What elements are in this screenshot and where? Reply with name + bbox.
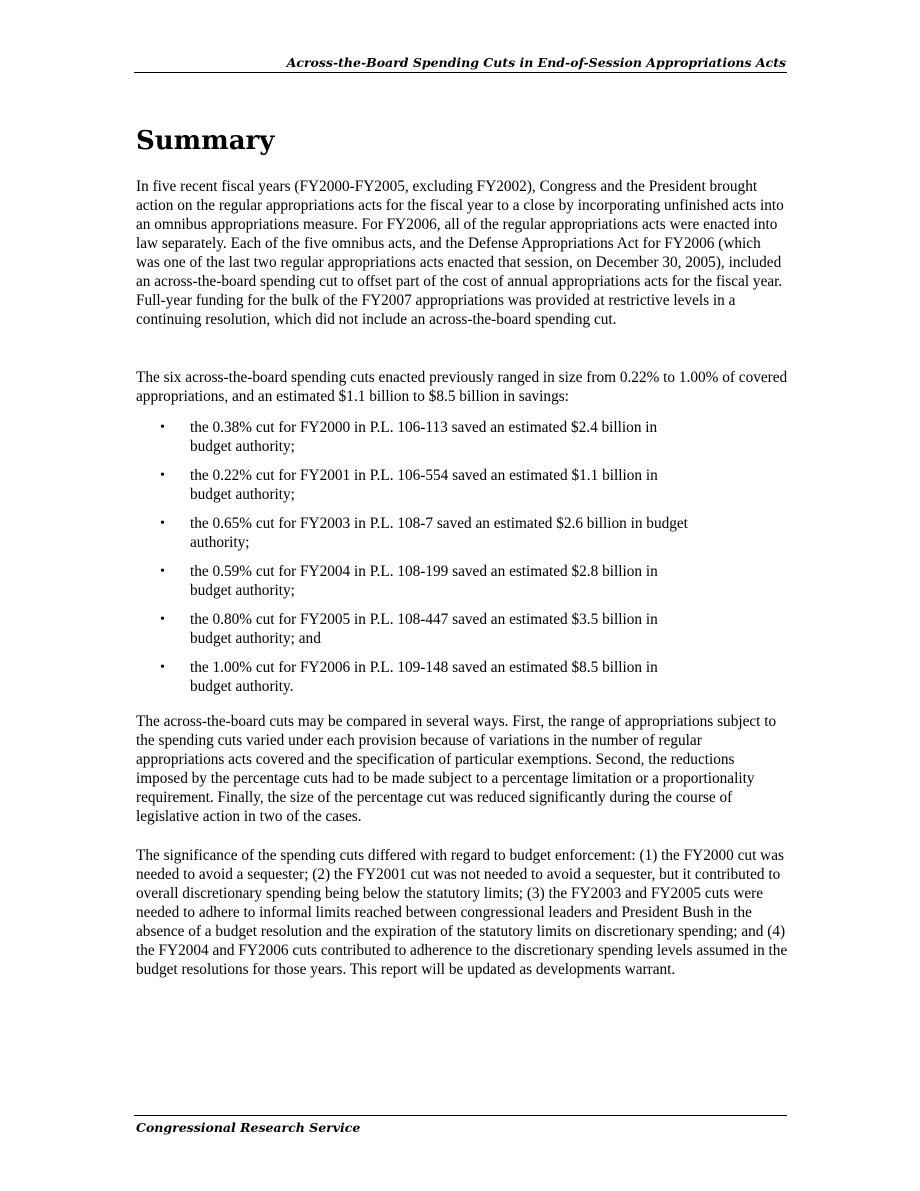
list-item	[136, 562, 736, 610]
list-item	[136, 418, 736, 466]
footer-rule	[134, 1115, 787, 1116]
list-item-line-1: the 0.22% cut for FY2001 in P.L. 106-554 saved an estimated $1.1 billion in	[190, 467, 658, 484]
list-item	[136, 514, 736, 562]
bullet-icon: •	[160, 612, 165, 627]
list-item-line-1: the 0.80% cut for FY2005 in P.L. 108-447 saved an estimated $3.5 billion in	[190, 611, 658, 628]
list-item-line-1: the 0.38% cut for FY2000 in P.L. 106-113 saved an estimated $2.4 billion in	[190, 419, 658, 436]
summary-paragraph-3: The across-the-board cuts may be compared in several ways. First, the range of appropriations subject to the spending cuts varied under each provision because of variations in the number of regular appropriations acts covered and the specification of particular exemptions. Second, the reductions imposed by the percentage cuts had to be made subject to a percentage limitation or a proportionality requirement. Finally, the size of the percentage cut was reduced significantly during the course of legislative action in two of the cases.	[136, 713, 777, 825]
list-item-line-2: budget authority;	[190, 438, 295, 455]
summary-paragraph-1: In five recent fiscal years (FY2000-FY2005, excluding FY2002), Congress and the President brought action on the regular appropriations acts for the fiscal year to a close by incorporating unfinished acts into an omnibus appropriations measure. For FY2006, all of the regular appropriations acts were enacted into law separately. Each of the five omnibus acts, and the Defense Appropriations Act for FY2006 (which was one of the last two regular appropriations acts enacted that session, on December 30, 2005), included an across-the-board spending cut to offset part of the cost of annual appropriations acts for the fiscal year. Full-year funding for the bulk of the FY2007 appropriations was provided at restrictive levels in a continuing resolution, which did not include an across-the-board spending cut.	[136, 178, 784, 328]
list-item	[136, 610, 736, 658]
list-item-line-2: authority;	[190, 534, 250, 551]
spending-cuts-list	[136, 418, 736, 706]
bullet-icon: •	[160, 516, 165, 531]
list-item	[136, 466, 736, 514]
list-item-line-2: budget authority;	[190, 486, 295, 503]
list-item-line-2: budget authority.	[190, 678, 294, 695]
list-item-line-2: budget authority;	[190, 582, 295, 599]
footer-organization: Congressional Research Service	[136, 1120, 361, 1135]
bullet-icon: •	[160, 660, 165, 675]
list-item-line-1: the 0.59% cut for FY2004 in P.L. 108-199 saved an estimated $2.8 billion in	[190, 563, 658, 580]
summary-paragraph-4: The significance of the spending cuts differed with regard to budget enforcement: (1) the FY2000 cut was needed to avoid a sequester; (2) the FY2001 cut was not needed to avoid a sequester, but it contributed to overall discretionary spending being below the statutory limits; (3) the FY2003 and FY2005 cuts were needed to adhere to informal limits reached between congressional leaders and President Bush in the absence of a budget resolution and the expiration of the statutory limits on discretionary spending; and (4) the FY2004 and FY2006 cuts contributed to adherence to the discretionary spending levels assumed in the budget resolutions for those years. This report will be updated as developments warrant.	[136, 847, 788, 978]
bullet-icon: •	[160, 468, 165, 483]
bullet-icon: •	[160, 564, 165, 579]
running-header-title: Across-the-Board Spending Cuts in End-of-Session Appropriations Acts	[286, 55, 786, 70]
bullet-icon: •	[160, 420, 165, 435]
list-item-line-1: the 1.00% cut for FY2006 in P.L. 109-148 saved an estimated $8.5 billion in	[190, 659, 658, 676]
section-title: Summary	[136, 126, 275, 156]
header-rule	[134, 72, 787, 73]
list-item	[136, 658, 736, 706]
list-item-line-2: budget authority; and	[190, 630, 321, 647]
list-item-line-1: the 0.65% cut for FY2003 in P.L. 108-7 saved an estimated $2.6 billion in budget	[190, 515, 688, 532]
summary-paragraph-2: The six across-the-board spending cuts enacted previously ranged in size from 0.22% to 1.00% of covered appropriations, and an estimated $1.1 billion to $8.5 billion in savings:	[136, 369, 788, 405]
